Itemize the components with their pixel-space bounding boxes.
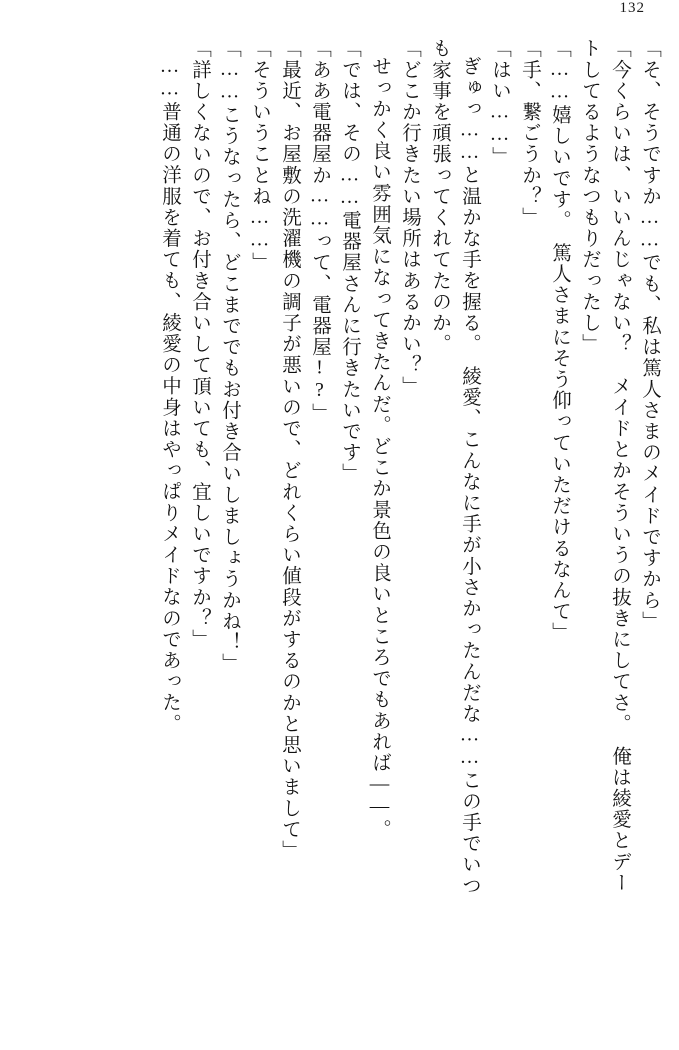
text-line: 「はい……」	[489, 38, 510, 168]
text-line: 「では、その……電器屋さんに行きたいです」	[339, 38, 360, 485]
vertical-text-body	[18, 38, 659, 1028]
text-line: 「そういうことね……」	[249, 38, 270, 274]
text-line: せっかく良い雰囲気になってきたんだ。どこか景色の良いところでもあれば——。	[369, 56, 390, 840]
text-line: 「詳しくないので、お付き合いして頂いても、宜しいですか？」	[189, 38, 210, 650]
text-line: ぎゅっ……と温かな手を握る。 綾愛、こんなに手が小さかったんだな……この手でいつ	[459, 56, 480, 897]
text-line: 「……嬉しいです。 篤人さまにそう仰っていただけるなんて」	[549, 38, 570, 644]
text-line: 「ああ電器屋か……って、電器屋!?」	[309, 38, 330, 424]
text-line: 「どこか行きたい場所はあるかい？」	[399, 38, 420, 397]
text-line: ……普通の洋服を着ても、綾愛の中身はやっぱりメイドなのであった。	[159, 56, 180, 735]
page-number: 132	[619, 0, 645, 16]
text-line: 「そ、そうですか……でも、私は篤人さまのメイドですから」	[639, 38, 660, 632]
text-line: 「……こうなったら、どこまででもお付き合いしましょうかね！」	[219, 38, 240, 674]
text-line: も家事を頑張ってくれてたのか。	[429, 38, 450, 355]
text-line: 「今くらいは、いいんじゃない？ メイドとかそういうの抜きにしてさ。 俺は綾愛とデー	[609, 38, 630, 894]
text-line: トしてるようなつもりだったし」	[579, 38, 600, 355]
text-line: 「最近、お屋敷の洗濯機の調子が悪いので、どれくらい値段がするのかと思いまして」	[279, 38, 300, 861]
text-line: 「手、繋ごうか？」	[519, 38, 540, 228]
